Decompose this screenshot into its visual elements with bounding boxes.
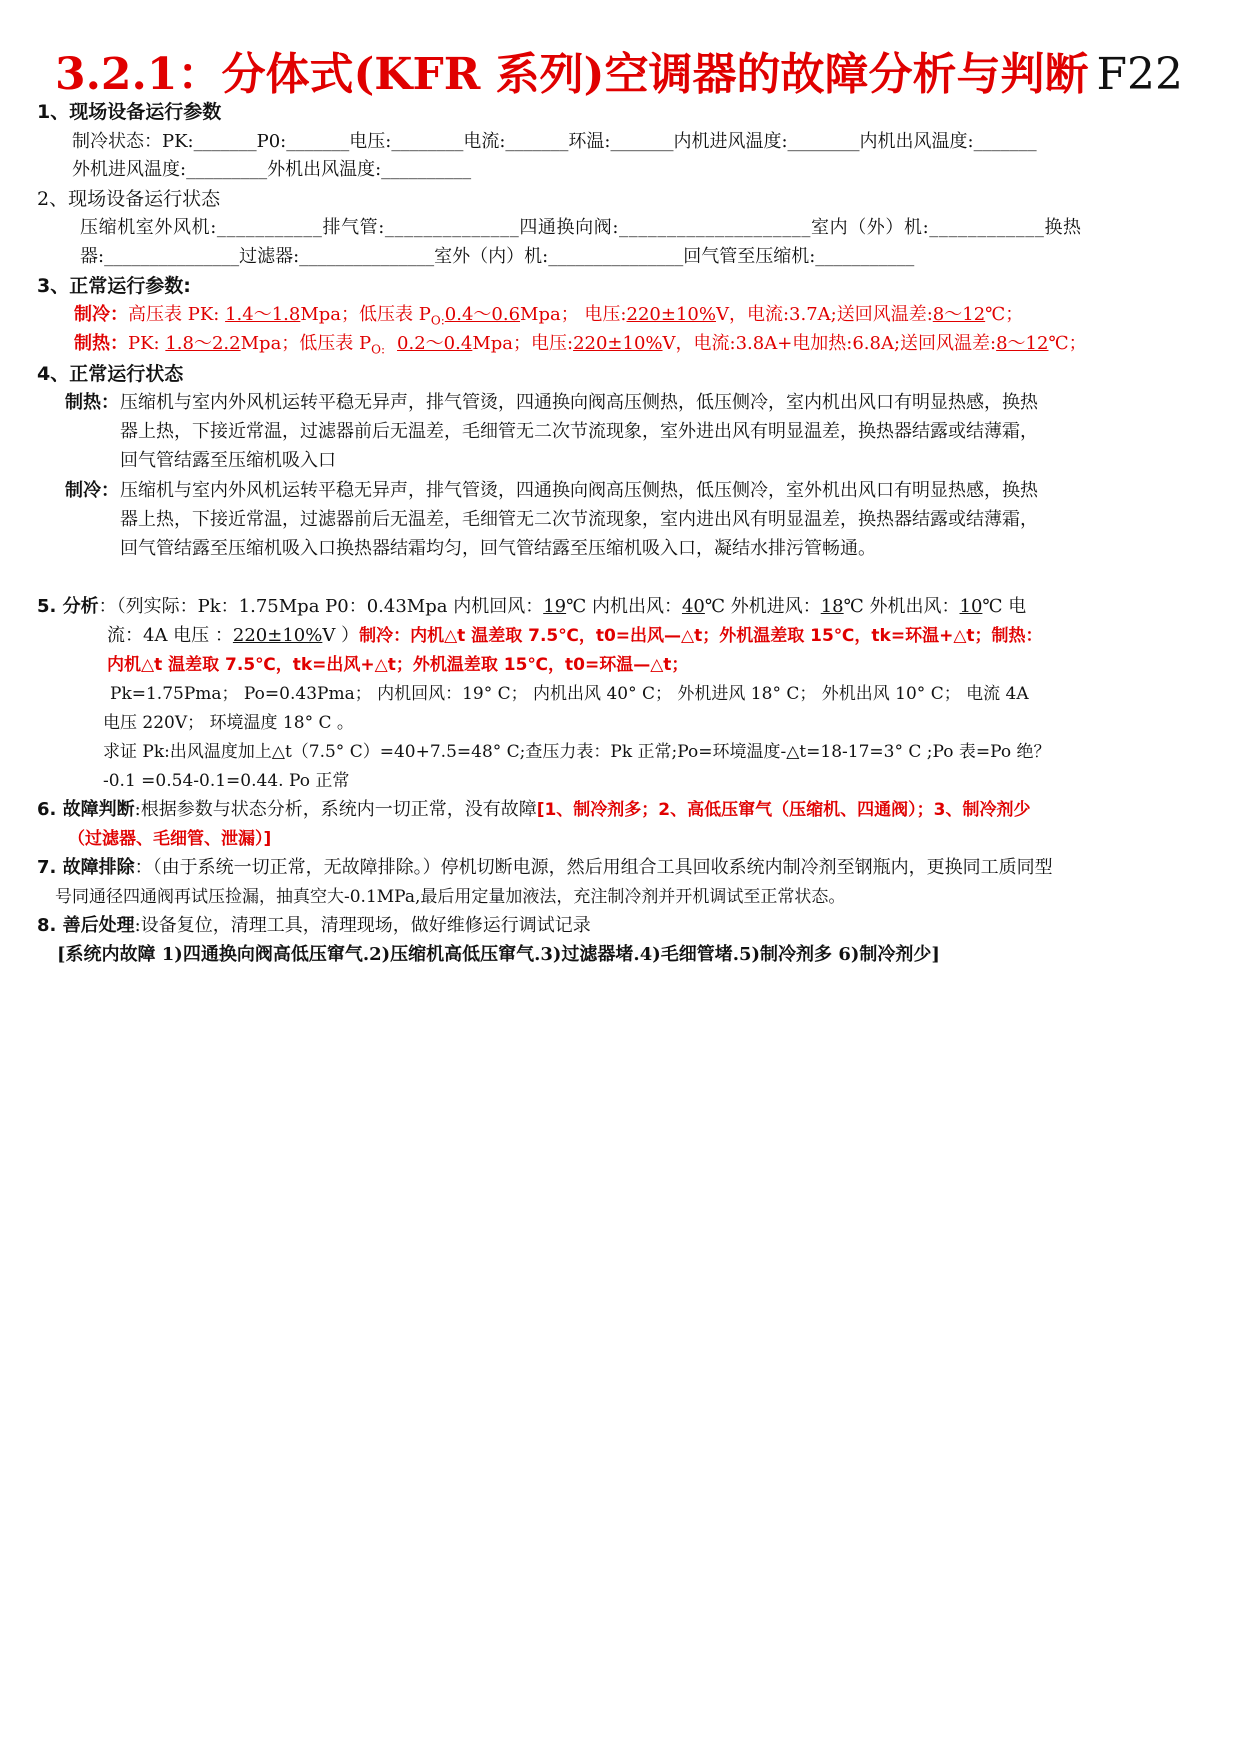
analysis-line-6: 求证 Pk:出风温度加上△t（7.5° C）=40+7.5=48° C;查压力表：Pk 正常;Po=环境温度-△t=18-17=3° C ;Po 表=Po 绝？	[103, 742, 1051, 762]
analysis-l2-b: V ）	[322, 625, 360, 646]
heat-po-value: 0.2～0.4	[397, 333, 473, 354]
aftercare-text: :设备复位，清理工具，清理现场，做好维修运行调试记录	[134, 915, 591, 936]
state-heat-line-2: 器上热，下接近常温，过滤器前后无温差，毛细管无二次节流现象，室外进出风有明显温差，换热器结露或结薄霜，	[120, 421, 1038, 442]
analysis-line-5: 电压 220V； 环境温度 18° C 。	[103, 713, 354, 733]
analysis-line-4: Pk=1.75Pma； Po=0.43Pma； 内机回风：19° C； 内机出风 40° C； 外机进风 18° C； 外机出风 10° C； 电流 4A	[110, 684, 1029, 704]
heat-label: 制热：	[74, 333, 128, 354]
cool-voltage-value: 220±10%	[626, 304, 716, 325]
analysis-line-7: -0.1 =0.54-0.1=0.44. Po 正常	[103, 771, 350, 791]
analysis-l1-c: ℃ 外机进风：	[704, 596, 821, 617]
analysis-voltage: 220±10%	[232, 625, 323, 646]
analysis-heating-rule: 内机△t 温差取 7.5℃，tk=出风+△t；外机温差取 15℃，t0=环温—△t；	[107, 655, 689, 675]
section-2-line-2: 器:_______________过滤器:_______________室外（内）机:_______________回气管至压缩机:___________	[80, 246, 915, 267]
state-cool-label: 制冷：	[65, 480, 119, 501]
diagnosis-faults-2: （过滤器、毛细管、泄漏）]	[68, 829, 272, 849]
analysis-cooling-rule: 制冷：内机△t 温差取 7.5℃，t0=出风—△t；外机温差取 15℃，tk=环温+△t；制热：	[359, 626, 1043, 646]
state-cool-line-3: 回气管结露至压缩机吸入口换热器结霜均匀，回气管结露至压缩机吸入口，凝结水排污管畅通。	[120, 538, 876, 559]
cool-po-value: 0.4～0.6	[444, 304, 521, 325]
analysis-l1-b: ℃ 内机出风：	[566, 596, 682, 617]
fault-summary: [系统内故障 1)四通换向阀高低压窜气.2)压缩机高低压窜气.3)过滤器堵.4)毛细管堵.5)制冷剂多 6)制冷剂少]	[57, 944, 940, 965]
section-3-heading: 3、正常运行参数:	[37, 275, 191, 297]
diagnosis-faults-1: [1、制冷剂多；2、高低压窜气（压缩机、四通阀）；3、制冷剂少	[536, 800, 1031, 820]
section-1-line-2: 外机进风温度:_________外机出风温度:__________	[72, 159, 472, 180]
analysis-line-2	[107, 625, 1043, 647]
analysis-return-air: 19	[543, 596, 567, 617]
state-heat-line-3: 回气管结露至压缩机吸入口	[120, 450, 336, 471]
aftercare-line	[37, 915, 591, 937]
analysis-l2-a: 流：4A 电压 ：	[107, 625, 233, 646]
state-heat-line-1: 压缩机与室内外风机运转平稳无异声，排气管烫，四通换向阀高压侧热，低压侧冷，室内机出风口有明显热感，换热	[120, 392, 1038, 413]
diagnosis-text: :根据参数与状态分析，系统内一切正常，没有故障	[134, 799, 537, 820]
cool-unit: ℃；	[985, 304, 1024, 325]
aftercare-label: 8. 善后处理	[37, 915, 135, 936]
state-heat-label: 制热：	[65, 392, 119, 413]
heat-pk-text: PK:	[128, 333, 166, 354]
heat-temp-diff-value: 8～12	[996, 333, 1049, 354]
title-code: F22	[1096, 49, 1184, 100]
analysis-l1-a: ：（列实际：Pk：1.75Mpa P0：0.43Mpa 内机回风：	[98, 596, 544, 617]
cool-temp-diff-value: 8～12	[932, 304, 986, 325]
heat-voltage-text: Mpa；电压:	[472, 333, 574, 354]
troubleshoot-label: 7. 故障排除	[37, 857, 135, 878]
title-main: 3.2.1：分体式(KFR 系列)空调器的故障分析与判断	[55, 49, 1089, 100]
cool-pk-value: 1.4～1.8	[225, 304, 301, 325]
section-2-line-1: 压缩机室外风机:___________排气管:______________四通换向阀:____________________室内（外）机:____________换热	[80, 217, 1082, 238]
cool-po-text: Mpa；低压表 P	[300, 304, 431, 325]
normal-params-heating	[74, 333, 1087, 361]
analysis-outlet-air: 40	[681, 596, 705, 617]
troubleshoot-line-1	[37, 857, 1053, 879]
cool-po-sub: O:	[430, 313, 445, 328]
troubleshoot-text-1: ：（由于系统一切正常，无故障排除。）停机切断电源，然后用组合工具回收系统内制冷剂至钢瓶内，更换同工质同型	[134, 857, 1053, 878]
diagnosis-label: 6. 故障判断	[37, 799, 135, 820]
heat-po-text: Mpa；低压表 P	[240, 333, 372, 354]
analysis-l1-e: ℃ 电	[982, 596, 1027, 617]
page-title	[55, 38, 1183, 102]
heat-pk-value: 1.8～2.2	[165, 333, 241, 354]
state-cool-line-2: 器上热，下接近常温，过滤器前后无温差，毛细管无二次节流现象，室内进出风有明显温差，换热器结露或结薄霜，	[120, 509, 1038, 530]
section-1-heading: 1、现场设备运行参数	[37, 101, 222, 123]
analysis-outdoor-out: 10	[959, 596, 983, 617]
analysis-line-1	[37, 596, 1026, 618]
cool-current-text: V，电流:3.7A;送回风温差:	[715, 304, 933, 325]
analysis-l1-d: ℃ 外机出风：	[843, 596, 960, 617]
state-cool-line-1: 压缩机与室内外风机运转平稳无异声，排气管烫，四通换向阀高压侧热，低压侧冷，室外机出风口有明显热感，换热	[120, 480, 1038, 501]
section-1-line-1: 制冷状态：PK:_______P0:_______电压:________电流:_______环温:_______内机进风温度:________内机出风温度:_______	[72, 131, 1037, 152]
heat-po-sub: O:	[371, 342, 386, 357]
section-4-heading: 4、正常运行状态	[37, 363, 184, 385]
troubleshoot-line-2: 号同通径四通阀再试压捡漏，抽真空大-0.1MPa,最后用定量加液法，充注制冷剂并开机调试至正常状态。	[55, 887, 846, 907]
analysis-outdoor-in: 18	[820, 596, 844, 617]
heat-unit: ℃；	[1048, 333, 1087, 354]
normal-params-cooling	[74, 304, 1023, 332]
heat-current-text: V，电流:3.8A+电加热:6.8A;送回风温差:	[662, 333, 997, 354]
heat-voltage-value: 220±10%	[573, 333, 663, 354]
cool-label: 制冷：	[74, 304, 128, 325]
section-2-heading: 2、现场设备运行状态	[37, 188, 221, 210]
analysis-label: 5. 分析	[37, 596, 99, 617]
diagnosis-line-1	[37, 799, 1030, 821]
cool-pk-text: 高压表 PK:	[128, 304, 226, 325]
cool-voltage-text: Mpa； 电压:	[520, 304, 627, 325]
